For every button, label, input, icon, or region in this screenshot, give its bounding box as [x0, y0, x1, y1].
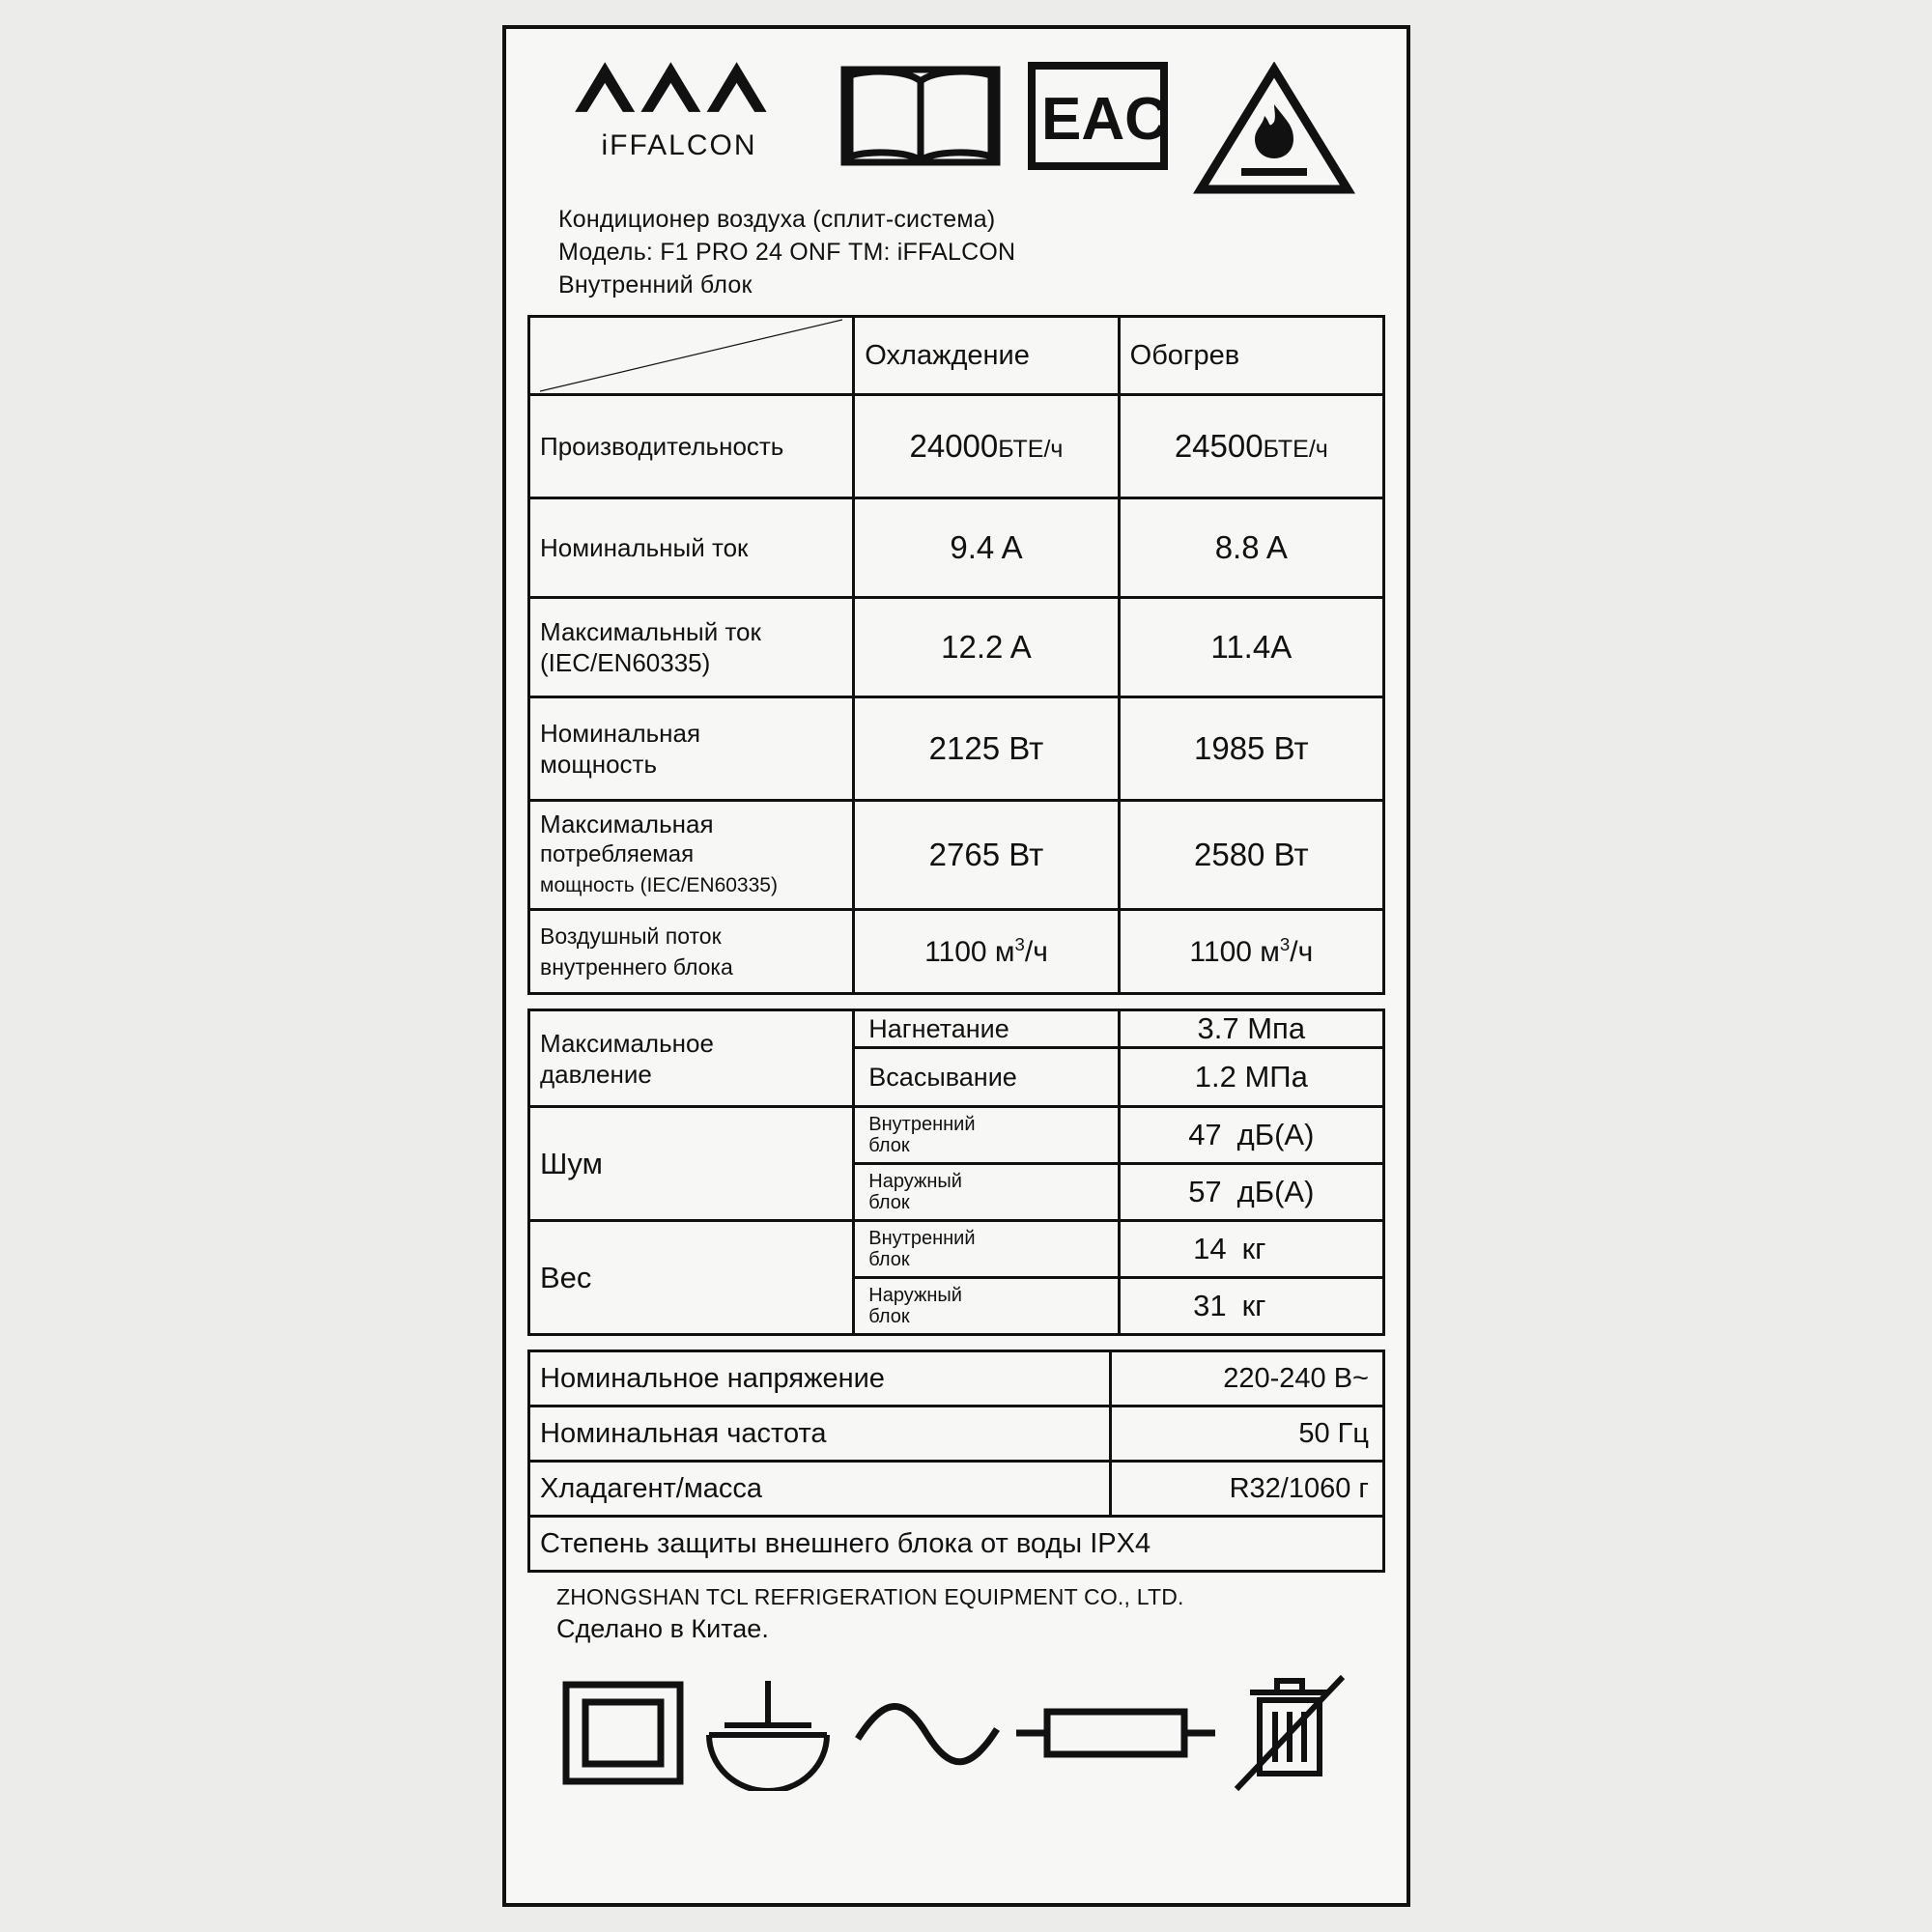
unit-label: Внутренний блок	[558, 271, 753, 298]
row-label-capacity: Производительность	[529, 395, 854, 498]
diagonal-line-icon	[540, 318, 842, 393]
rated-current-heating-value: 8.8 A	[1119, 498, 1383, 598]
class-ii-double-insulation-icon	[560, 1675, 686, 1791]
weight-outdoor-value: 31 кг	[1119, 1278, 1383, 1335]
row-label-rated-current: Номинальный ток	[529, 498, 854, 598]
specs-electrical-table	[527, 1350, 1385, 1573]
product-rating-label	[502, 25, 1410, 1907]
label-header	[527, 46, 1385, 201]
rated-power-cooling-value: 2125 Вт	[854, 697, 1119, 801]
weight-indoor-label: Внутренний блок	[854, 1221, 1119, 1278]
noise-indoor-value: 47 дБ(A)	[1119, 1107, 1383, 1164]
row-label-weight: Вес	[529, 1221, 854, 1335]
col-header-heating: Обогрев	[1119, 317, 1383, 395]
model-label: Модель: F1 PRO 24 ONF	[558, 239, 841, 266]
brand-block	[558, 46, 800, 162]
row-label-rated-power: Номинальная мощность	[529, 697, 854, 801]
safety-symbol-row	[527, 1644, 1385, 1801]
fuse-icon	[1014, 1685, 1217, 1781]
weee-crossed-out-bin-icon	[1227, 1665, 1352, 1801]
title-block	[527, 203, 1385, 301]
noise-indoor-label: Внутренний блок	[854, 1107, 1119, 1164]
pressure-discharge-label: Нагнетание	[854, 1010, 1119, 1048]
rated-power-heating-value: 1985 Вт	[1119, 697, 1383, 801]
row-label-max-current: Максимальный ток (IEC/EN60335)	[529, 598, 854, 697]
svg-text:EAC: EAC	[1041, 86, 1168, 153]
specs-main-table	[527, 315, 1385, 995]
max-power-cooling-value: 2765 Вт	[854, 801, 1119, 910]
row-label-max-pressure: Максимальное давление	[529, 1010, 854, 1107]
max-current-cooling-value: 12.2 A	[854, 598, 1119, 697]
table-row	[529, 498, 1384, 598]
capacity-heating-value: 24500БТЕ/ч	[1119, 395, 1383, 498]
table-header-row	[529, 317, 1384, 395]
table-row	[529, 697, 1384, 801]
row-label-airflow: Воздушный поток внутреннего блока	[529, 910, 854, 994]
table-row	[529, 395, 1384, 498]
pressure-discharge-value: 3.7 Мпа	[1119, 1010, 1383, 1048]
refrigerant-label: Хладагент/масса	[529, 1462, 1111, 1517]
table-row	[529, 1406, 1384, 1462]
pressure-suction-label: Всасывание	[854, 1048, 1119, 1107]
eac-conformity-icon	[1028, 62, 1168, 170]
pressure-suction-value: 1.2 МПа	[1119, 1048, 1383, 1107]
ip-rating-label: Степень защиты внешнего блока от воды IPX4	[529, 1517, 1384, 1572]
tm-label: TM: iFFALCON	[848, 239, 1016, 266]
table-row	[529, 1517, 1384, 1572]
capacity-cooling-value: 24000БТЕ/ч	[854, 395, 1119, 498]
max-power-heating-value: 2580 Вт	[1119, 801, 1383, 910]
label-footer	[527, 1584, 1385, 1644]
row-label-noise: Шум	[529, 1107, 854, 1221]
row-label-max-power: Максимальная потребляемая мощность (IEC/EN60335)	[529, 801, 854, 910]
rated-frequency-label: Номинальная частота	[529, 1406, 1111, 1462]
rated-frequency-value: 50 Гц	[1110, 1406, 1383, 1462]
refrigerant-value: R32/1060 г	[1110, 1462, 1383, 1517]
table-row	[529, 1010, 1384, 1048]
rated-voltage-label: Номинальное напряжение	[529, 1351, 1111, 1406]
product-type: Кондиционер воздуха (сплит-система)	[558, 206, 996, 233]
weight-outdoor-label: Наружный блок	[854, 1278, 1119, 1335]
diagonal-header-cell	[529, 317, 854, 395]
table-row	[529, 1351, 1384, 1406]
table-row	[529, 598, 1384, 697]
rated-current-cooling-value: 9.4 A	[854, 498, 1119, 598]
specs-secondary-table	[527, 1009, 1385, 1336]
table-row	[529, 1221, 1384, 1278]
country-of-origin: Сделано в Китае.	[556, 1614, 769, 1643]
rated-voltage-value: 220-240 В~	[1110, 1351, 1383, 1406]
max-current-heating-value: 11.4A	[1119, 598, 1383, 697]
table-row	[529, 801, 1384, 910]
flammable-material-warning-icon	[1193, 62, 1355, 197]
earth-ground-icon	[696, 1675, 840, 1791]
weight-indoor-value: 14 кг	[1119, 1221, 1383, 1278]
manufacturer-name: ZHONGSHAN TCL REFRIGERATION EQUIPMENT CO., LTD.	[556, 1584, 1184, 1609]
noise-outdoor-label: Наружный блок	[854, 1164, 1119, 1221]
col-header-cooling: Охлаждение	[854, 317, 1119, 395]
iffalcon-logo-icon	[569, 56, 788, 116]
alternating-current-icon	[850, 1694, 1005, 1772]
table-row	[529, 910, 1384, 994]
table-row	[529, 1107, 1384, 1164]
model-line	[558, 236, 1385, 269]
brand-name: iFFALCON	[601, 129, 757, 161]
airflow-heating-value: 1100 $м^3/ч$	[1119, 910, 1383, 994]
table-row	[529, 1462, 1384, 1517]
noise-outdoor-value: 57 дБ(A)	[1119, 1164, 1383, 1221]
airflow-cooling-value: 1100 $м^3/ч$	[854, 910, 1119, 994]
pictogram-group	[838, 46, 1355, 197]
read-manual-book-icon	[838, 62, 1003, 170]
